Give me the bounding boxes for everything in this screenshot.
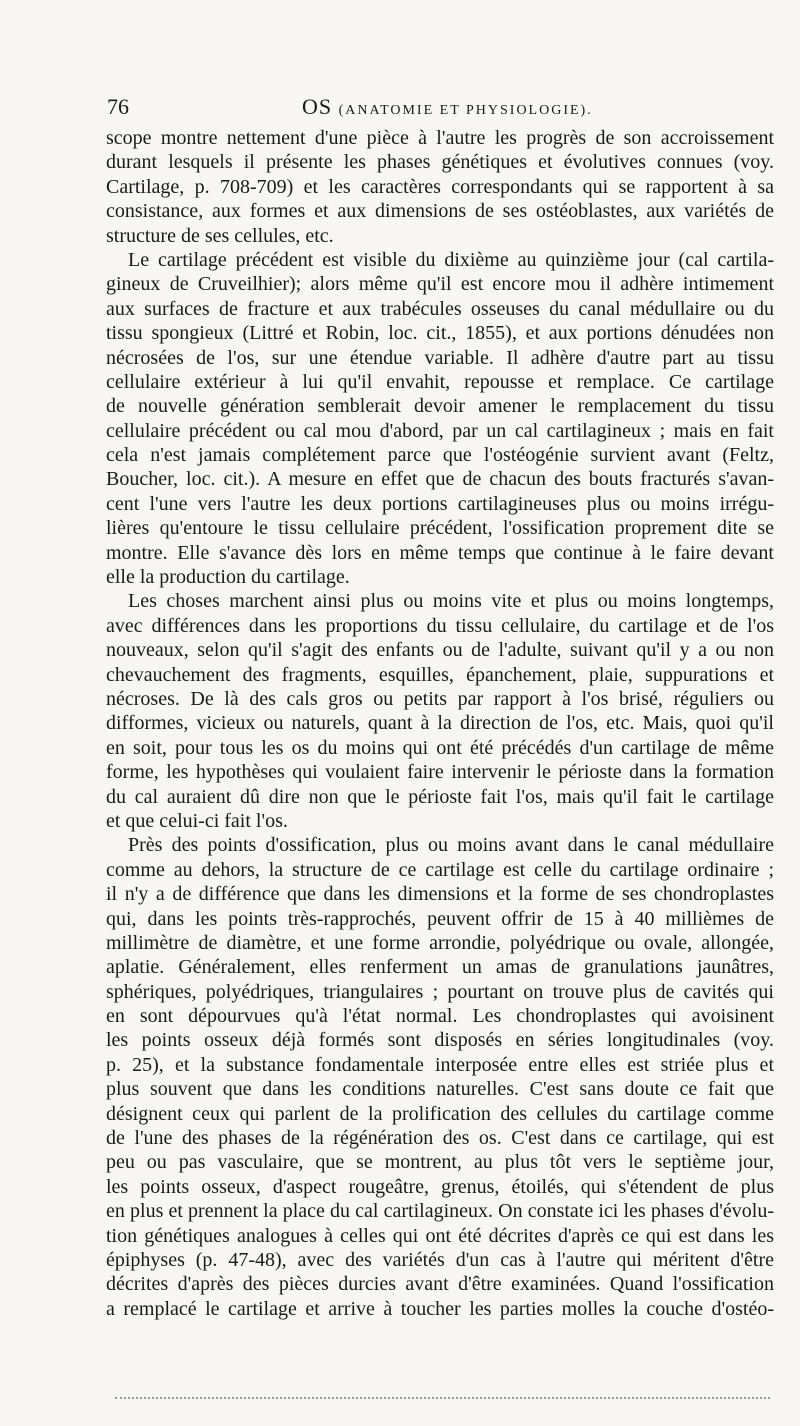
text-line: cela n'est jamais complétement parce que l'ostéogénie survient avant (Feltz, [106, 444, 774, 467]
text-line: épiphyses (p. 47-48), avec des variétés d'un cas à l'autre qui méritent d'être [106, 1248, 774, 1271]
text-line: a remplacé le cartilage et arrive à toucher les parties molles la couche d'ostéo- [106, 1297, 774, 1320]
text-line: Près des points d'ossification, plus ou moins avant dans le canal médullaire [128, 834, 774, 857]
text-line: montre. Elle s'avance dès lors en même temps que continue à le faire devant [106, 541, 774, 564]
text-line: et que celui-ci fait l'os. [106, 809, 288, 832]
text-line: Le cartilage précédent est visible du dixième au quinzième jour (cal cartila- [128, 248, 774, 271]
text-line: aplatie. Généralement, elles renferment un amas de granulations jaunâtres, [106, 956, 774, 979]
text-line: décrites d'après des pièces durcies avant d'être examinées. Quand l'ossification [106, 1273, 774, 1296]
text-line: les points osseux déjà formés sont disposés en séries longitudinales (voy. [106, 1029, 774, 1052]
footer-dotted-rule [115, 1397, 770, 1399]
text-line: qui, dans les points très-rapprochés, peuvent offrir de 15 à 40 millièmes de [106, 907, 774, 930]
text-line: tissu spongieux (Littré et Robin, loc. cit., 1855), et aux portions dénudées non [106, 322, 774, 345]
text-line: elle la production du cartilage. [106, 566, 350, 589]
text-line: tion génétiques analogues à celles qui ont été décrites d'après ce qui est dans les [106, 1224, 774, 1247]
text-line: en soit, pour tous les os du moins qui ont été précédés d'un cartilage de même [106, 736, 774, 759]
text-line: Les choses marchent ainsi plus ou moins vite et plus ou moins longtemps, [128, 590, 774, 613]
text-line: il n'y a de différence que dans les dimensions et la forme de ses chondroplastes [106, 883, 774, 906]
text-line: avec différences dans les proportions du tissu cellulaire, du cartilage et de l'os [106, 614, 774, 637]
running-title [302, 94, 593, 120]
text-line: lières qu'entoure le tissu cellulaire précédent, l'ossification proprement dite se [106, 517, 774, 540]
text-line: nécrosées de l'os, sur une étendue variable. Il adhère d'autre part au tissu [106, 346, 774, 369]
text-line: nouveaux, selon qu'il s'agit des enfants ou de l'adulte, suivant qu'il y a ou non [106, 639, 774, 662]
text-line: du cal auraient dû dire non que le périoste fait l'os, mais qu'il fait le cartilage [106, 785, 774, 808]
text-line: nécroses. De là des cals gros ou petits par rapport à l'os brisé, réguliers ou [106, 687, 774, 710]
text-line: forme, les hypothèses qui voulaient faire intervenir le périoste dans la formation [106, 761, 774, 784]
text-line: millimètre de diamètre, et une forme arrondie, polyédrique ou ovale, allongée, [106, 931, 774, 954]
text-line: durant lesquels il présente les phases génétiques et évolutives connues (voy. [106, 151, 774, 174]
text-line: cellulaire précédent ou cal mou d'abord, par un cal cartilagineux ; mais en fait [106, 419, 774, 442]
text-line: peu ou pas vasculaire, que se montrent, au plus tôt vers le septième jour, [106, 1151, 774, 1174]
text-line: structure de ses cellules, etc. [106, 224, 334, 247]
text-line: gineux de Cruveilhier); alors même qu'il est encore mou il adhère intimement [106, 273, 774, 296]
text-line: scope montre nettement d'une pièce à l'autre les progrès de son accroissement [106, 127, 774, 149]
text-line: chevauchement des fragments, esquilles, épanchement, plaie, suppurations et [106, 663, 774, 686]
text-line: de nouvelle génération semblerait devoir amener le remplacement du tissu [106, 395, 774, 418]
text-line: sphériques, polyédriques, triangulaires ; pourtant on trouve plus de cavités qui [106, 980, 774, 1003]
text-line: comme au dehors, la structure de ce cartilage est celle du cartilage ordinaire ; [106, 858, 774, 881]
text-line: difformes, vicieux ou naturels, quant à la direction de l'os, etc. Mais, quoi qu'il [106, 712, 774, 735]
text-line: aux surfaces de fracture et aux trabécules osseuses du canal médullaire ou du [106, 297, 774, 320]
text-line: cent l'une vers l'autre les deux portions cartilagineuses plus ou moins irrégu- [106, 492, 774, 515]
text-line: Cartilage, p. 708-709) et les caractères correspondants qui se rapportent à sa [106, 175, 774, 198]
page-number: 76 [107, 94, 129, 119]
running-title-sub: (ANATOMIE ET PHYSIOLOGIE). [338, 103, 593, 118]
text-line: p. 25), et la substance fondamentale interposée entre elles est striée plus et [106, 1053, 774, 1076]
running-title-main: OS [302, 94, 333, 119]
text-line: plus souvent que dans les conditions naturelles. C'est sans doute ce fait que [106, 1078, 774, 1101]
text-line: Boucher, loc. cit.). A mesure en effet que de chacun des bouts fracturés s'avan- [106, 468, 774, 491]
text-line: en plus et prennent la place du cal cartilagineux. On constate ici les phases d'évolu- [106, 1200, 774, 1223]
body-text [106, 126, 774, 1321]
text-line: désignent ceux qui parlent de la prolification des cellules du cartilage comme [106, 1102, 774, 1125]
text-line: les points osseux, d'aspect rougeâtre, grenus, étoilés, qui s'étendent de plus [106, 1175, 774, 1198]
text-line: de l'une des phases de la régénération des os. C'est dans ce cartilage, qui est [106, 1127, 774, 1150]
text-line: cellulaire extérieur à lui qu'il envahit, repousse et remplace. Ce cartilage [106, 370, 774, 393]
text-line: en sont dépourvues qu'à l'état normal. Les chondroplastes qui avoisinent [106, 1005, 774, 1028]
text-line: consistance, aux formes et aux dimensions de ses ostéoblastes, aux variétés de [106, 200, 774, 223]
page-header [107, 94, 768, 124]
